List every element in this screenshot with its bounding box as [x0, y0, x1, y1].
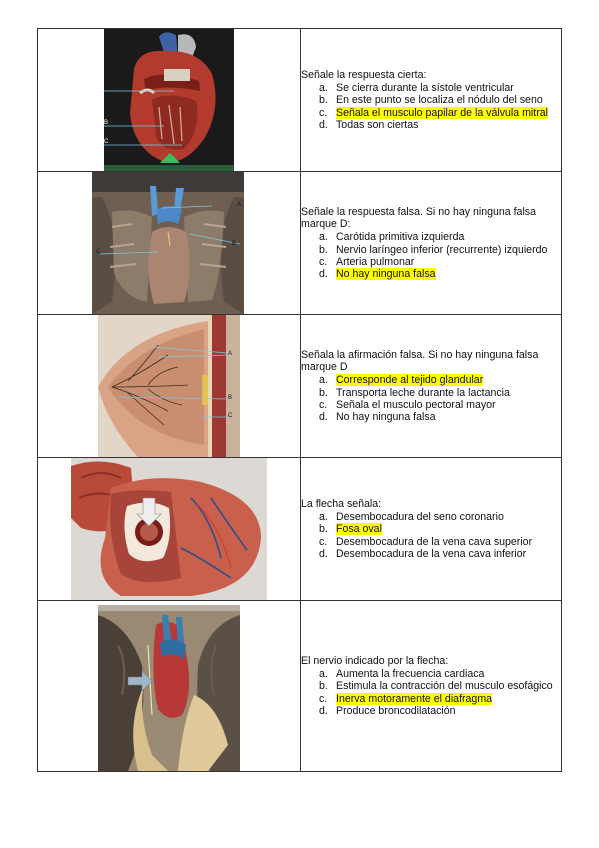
image-cell-2 — [38, 172, 301, 315]
figure-label-b: B — [104, 120, 109, 126]
question-cell-1 — [301, 29, 562, 172]
question-cell-2 — [301, 172, 562, 315]
option-a[interactable]: a. Desembocadura del seno coronario — [319, 511, 504, 524]
option-text-highlighted: Señala el musculo papilar de la válvula mitral — [336, 106, 548, 119]
option-text: Produce broncodilatación — [336, 704, 456, 717]
option-b[interactable]: b. Fosa oval — [319, 523, 382, 536]
options-list — [301, 374, 561, 423]
figure-label-b: B — [228, 395, 233, 401]
figure-label-a: A — [104, 85, 109, 91]
question-text: Señala la afirmación falsa. Si no hay ninguna falsa marque D — [301, 348, 539, 373]
option-a[interactable]: a. Aumenta la frecuencia cardiaca — [319, 668, 485, 681]
figure-label-a: A — [228, 351, 233, 357]
option-d[interactable]: d. Produce broncodilatación — [319, 704, 456, 717]
options-list — [301, 511, 561, 560]
option-c[interactable]: c. Inerva motoramente el diafragma — [319, 692, 493, 705]
option-text: Carótida primitiva izquierda — [336, 231, 465, 244]
image-cell-1 — [38, 29, 301, 172]
question-text: Señale la respuesta falsa. Si no hay ninguna falsa marque D: — [301, 205, 536, 230]
option-b[interactable]: b. En este punto se localiza el nódulo del seno — [319, 94, 543, 107]
options-list — [301, 82, 561, 131]
option-b[interactable]: b. Estimula la contracción del musculo esofágico — [319, 680, 553, 693]
option-text: Arteria pulmonar — [336, 255, 415, 268]
option-text: Desembocadura del seno coronario — [336, 511, 504, 524]
heart-model-photo — [104, 29, 234, 171]
option-text: En este punto se localiza el nódulo del seno — [336, 94, 543, 107]
heart-right-atrium-photo — [71, 458, 267, 600]
options-list — [301, 231, 561, 280]
option-d[interactable]: d. No hay ninguna falsa — [319, 411, 436, 424]
image-cell-5 — [38, 601, 301, 772]
option-text: Desembocadura de la vena cava superior — [336, 535, 533, 548]
image-cell-4 — [38, 458, 301, 601]
option-a[interactable]: a. Corresponde al tejido glandular — [319, 374, 484, 387]
option-c[interactable]: c. Señala el musculo pectoral mayor — [319, 398, 496, 411]
quiz-sheet — [37, 28, 562, 772]
question-cell-3 — [301, 315, 562, 458]
figure-label-c: C — [228, 413, 233, 419]
option-d[interactable]: d. Desembocadura de la vena cava inferior — [319, 547, 527, 560]
option-text: Nervio laríngeo inferior (recurrente) izquierdo — [336, 243, 548, 256]
question-cell-5 — [301, 601, 562, 772]
option-text: Se cierra durante la sístole ventricular — [336, 82, 514, 95]
figure-label-c: C — [104, 139, 109, 145]
question-row-1 — [38, 29, 562, 172]
option-text-highlighted: Inerva motoramente el diafragma — [336, 692, 493, 705]
option-text-highlighted: Fosa oval — [336, 523, 382, 536]
option-b[interactable]: b. Transporta leche durante la lactancia — [319, 386, 510, 399]
option-c[interactable]: c. Señala el musculo papilar de la válvula mitral — [319, 106, 548, 119]
question-text: El nervio indicado por la flecha: — [301, 654, 449, 667]
question-row-5 — [38, 601, 562, 772]
option-text: Transporta leche durante la lactancia — [336, 386, 510, 399]
figure-label-a: A — [237, 202, 242, 208]
figure-label-b: B — [232, 241, 237, 247]
image-cell-3 — [38, 315, 301, 458]
question-cell-4 — [301, 458, 562, 601]
thorax-dissection-photo — [92, 172, 244, 314]
question-row-4 — [38, 458, 562, 601]
option-text-highlighted: Corresponde al tejido glandular — [336, 374, 484, 387]
option-text: Todas son ciertas — [336, 118, 419, 131]
option-text: No hay ninguna falsa — [336, 411, 436, 424]
options-list — [301, 668, 561, 717]
option-text: Desembocadura de la vena cava inferior — [336, 547, 527, 560]
option-text: Señala el musculo pectoral mayor — [336, 398, 496, 411]
option-text: Estimula la contracción del musculo esofágico — [336, 680, 553, 693]
figure-label-c: C — [96, 249, 101, 255]
question-text: Señale la respuesta cierta: — [301, 68, 427, 81]
quiz-table — [37, 28, 562, 772]
option-b[interactable]: b. Nervio laríngeo inferior (recurrente) izquierdo — [319, 243, 548, 256]
option-d[interactable]: d. No hay ninguna falsa — [319, 268, 436, 281]
option-c[interactable]: c. Arteria pulmonar — [319, 255, 415, 268]
question-row-3 — [38, 315, 562, 458]
option-c[interactable]: c. Desembocadura de la vena cava superior — [319, 535, 533, 548]
option-a[interactable]: a. Se cierra durante la sístole ventricular — [319, 82, 514, 95]
option-a[interactable]: a. Carótida primitiva izquierda — [319, 231, 465, 244]
mediastinum-dissection-photo — [98, 605, 240, 771]
breast-section-photo — [98, 315, 240, 457]
question-text: La flecha señala: — [301, 497, 382, 510]
option-text-highlighted: No hay ninguna falsa — [336, 268, 436, 281]
question-row-2 — [38, 172, 562, 315]
option-d[interactable]: d. Todas son ciertas — [319, 118, 419, 131]
option-text: Aumenta la frecuencia cardiaca — [336, 668, 485, 681]
